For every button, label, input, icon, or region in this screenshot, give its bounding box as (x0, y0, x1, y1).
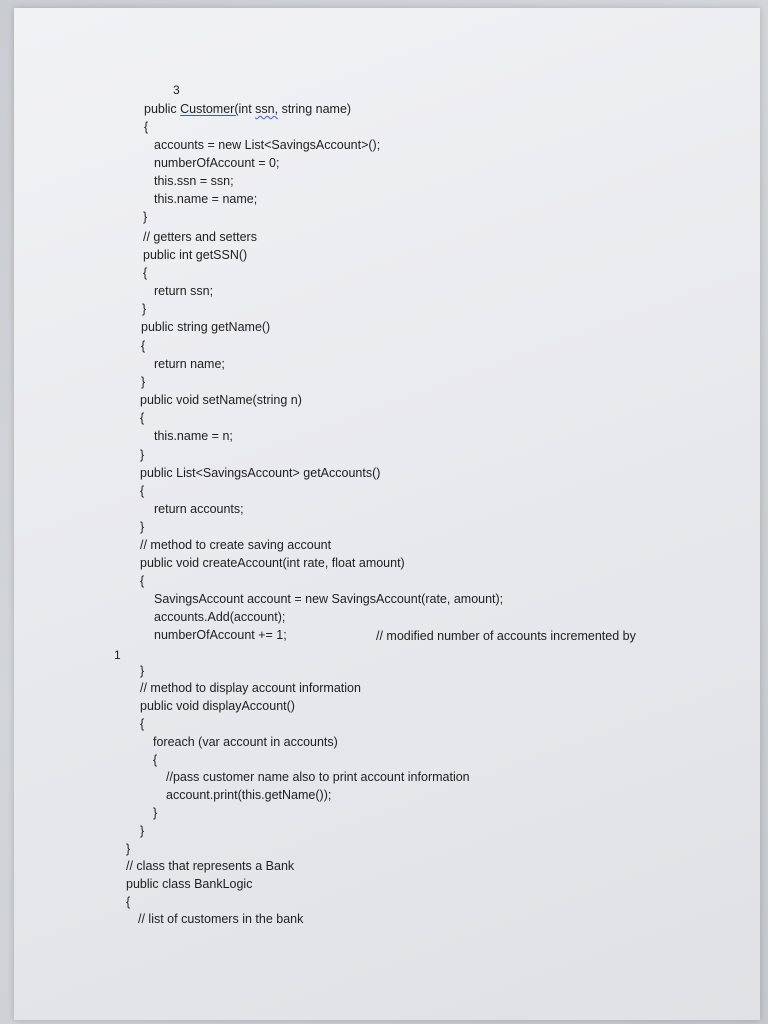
code-line: return accounts; (154, 502, 244, 516)
code-line: } (143, 210, 148, 224)
code-line: } (141, 375, 146, 389)
code-line-comment: // method to create saving account (140, 538, 332, 552)
code-line: } (142, 302, 147, 316)
code-line: numberOfAccount += 1; (154, 628, 287, 642)
page-number: 3 (173, 83, 180, 97)
code-line: return ssn; (154, 284, 214, 298)
code-line: accounts = new List<SavingsAccount>(); (154, 138, 381, 152)
code-line-comment: // list of customers in the bank (138, 912, 304, 926)
code-line: { (140, 717, 145, 731)
code-line: public void displayAccount() (140, 699, 295, 713)
code-line: } (140, 520, 145, 534)
code-line: SavingsAccount account = new SavingsAccount(rate, amount); (154, 592, 504, 606)
code-line-constructor (144, 102, 351, 117)
code-line: } (140, 824, 145, 838)
code-line: { (153, 753, 158, 767)
code-line: public class BankLogic (126, 877, 253, 891)
code-line: } (140, 664, 145, 678)
code-line: this.name = n; (154, 429, 233, 443)
code-line: public string getName() (141, 320, 271, 334)
code-line: accounts.Add(account); (154, 610, 286, 624)
code-line-comment: //pass customer name also to print account information (166, 770, 470, 784)
code-line-comment: // class that represents a Bank (126, 859, 295, 873)
code-line: } (153, 806, 158, 820)
code-line: foreach (var account in accounts) (153, 735, 338, 749)
code-line: this.name = name; (154, 192, 258, 206)
code-line: } (140, 448, 145, 462)
code-line: this.ssn = ssn; (154, 174, 234, 188)
code-text: Customer( (180, 102, 239, 116)
margin-marker: 1 (114, 648, 121, 662)
code-text: int (238, 102, 256, 116)
code-line: public List<SavingsAccount> getAccounts() (140, 466, 381, 480)
code-line: { (140, 574, 145, 588)
code-line: public void createAccount(int rate, float amount) (140, 556, 405, 570)
code-text: string name) (278, 102, 352, 116)
document-page (14, 8, 760, 1020)
code-text: ssn, (255, 102, 279, 116)
code-line-comment: // method to display account information (140, 681, 361, 695)
code-line: { (126, 895, 131, 909)
code-line-comment: // modified number of accounts incremented by (376, 629, 636, 643)
code-line: { (141, 339, 146, 353)
code-line: public void setName(string n) (140, 393, 302, 407)
code-line: } (126, 842, 131, 856)
code-line: numberOfAccount = 0; (154, 156, 280, 170)
code-line: return name; (154, 357, 225, 371)
code-line: { (144, 120, 149, 134)
code-line: { (140, 411, 145, 425)
code-line-comment: // getters and setters (143, 230, 257, 244)
code-text: public (144, 102, 181, 116)
code-line: { (143, 266, 148, 280)
code-line: public int getSSN() (143, 248, 248, 262)
code-line: account.print(this.getName()); (166, 788, 332, 802)
code-line: { (140, 484, 145, 498)
